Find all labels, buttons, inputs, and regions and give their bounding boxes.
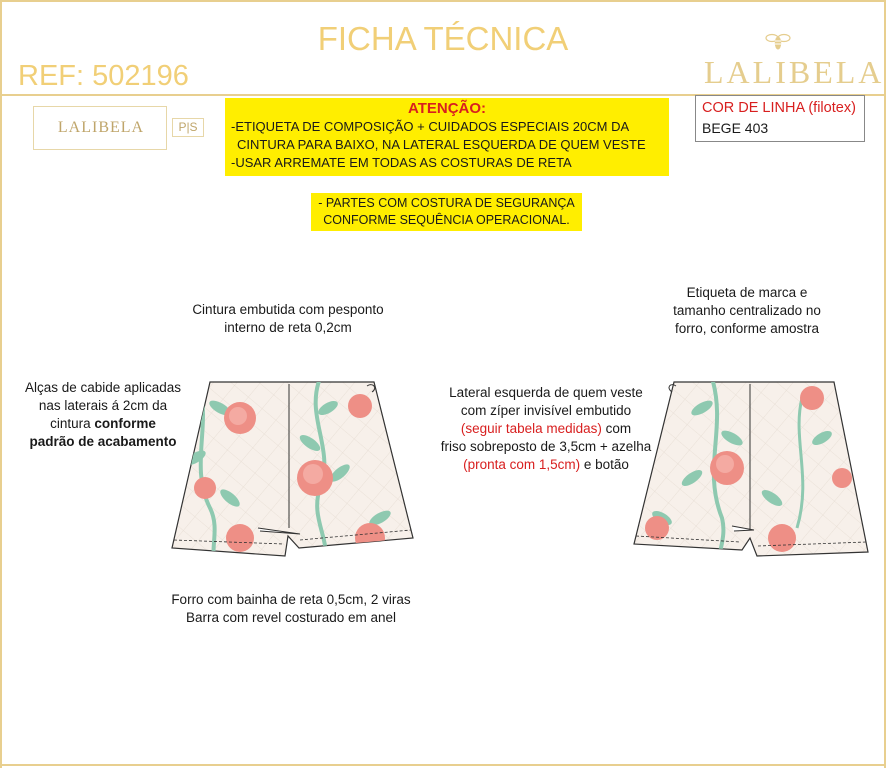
brand-label-tag — [33, 106, 167, 150]
bee-logo-icon — [765, 30, 791, 52]
hanger-note — [18, 379, 188, 451]
shorts-front-illustration — [170, 378, 420, 560]
attention-line-1: -ETIQUETA DE COMPOSIÇÃO + CUIDADOS ESPECIAIS 20CM DA — [231, 119, 630, 134]
reference-code: REF: 502196 — [18, 60, 189, 92]
zipper-note-line-5-red: (pronta com 1,5cm) — [463, 457, 581, 472]
size-tag: P|S — [172, 118, 204, 137]
zipper-note-line-3-red: (seguir tabela medidas) — [460, 421, 602, 436]
zipper-note-line-3-plain: com — [601, 421, 632, 436]
hanger-note-line-3-plain: cintura — [50, 416, 95, 431]
lining-note — [152, 591, 430, 627]
thread-color-value: BEGE 403 — [702, 120, 769, 136]
brand-tag-note-line-2: tamanho centralizado no — [673, 303, 821, 318]
attention-line-3: -USAR ARREMATE EM TODAS AS COSTURAS DE RETA — [231, 155, 572, 170]
label-tag-brand: LALIBELA — [57, 119, 145, 136]
page-title: FICHA TÉCNICA — [317, 20, 569, 57]
brand-tag-note-line-3: forro, conforme amostra — [674, 321, 820, 336]
lining-note-line-1: Forro com bainha de reta 0,5cm, 2 viras — [171, 592, 411, 607]
security-note-box — [311, 193, 582, 231]
zipper-note-line-2: com zíper invisível embutido — [460, 403, 632, 418]
hanger-note-line-3 — [18, 415, 188, 433]
thread-color-box — [695, 95, 865, 142]
waist-note-line-1: Cintura embutida com pesponto — [192, 302, 384, 317]
waist-note — [184, 301, 392, 337]
hanger-note-line-2: nas laterais á 2cm da — [38, 398, 168, 413]
lining-note-line-2: Barra com revel costurado em anel — [185, 610, 397, 625]
frame-top-border — [0, 0, 886, 2]
zipper-note-line-5 — [428, 456, 664, 474]
security-line-2: CONFORME SEQUÊNCIA OPERACIONAL. — [323, 213, 570, 227]
zipper-note-line-4: friso sobreposto de 3,5cm + azelha — [440, 439, 652, 454]
zipper-note-line-5-plain: e botão — [580, 457, 629, 472]
attention-title: ATENÇÃO: — [407, 100, 487, 117]
frame-left-border — [0, 0, 2, 768]
waist-note-line-2: interno de reta 0,2cm — [224, 320, 352, 335]
attention-box — [225, 98, 669, 176]
shorts-back-illustration — [632, 378, 874, 560]
hanger-note-line-3-bold: conforme — [94, 416, 156, 431]
brand-tag-note — [662, 284, 832, 338]
hanger-note-line-4: padrão de acabamento — [29, 434, 177, 449]
frame-bottom-border — [0, 764, 886, 766]
zipper-note — [428, 384, 664, 474]
zipper-note-line-1: Lateral esquerda de quem veste — [449, 385, 643, 400]
zipper-note-line-3 — [428, 420, 664, 438]
brand-tag-note-line-1: Etiqueta de marca e — [686, 285, 808, 300]
attention-line-2: CINTURA PARA BAIXO, NA LATERAL ESQUERDA DE QUEM VESTE — [237, 137, 646, 152]
security-line-1: - PARTES COM COSTURA DE SEGURANÇA — [318, 196, 575, 210]
brand-logo: LALIBELA — [704, 54, 885, 90]
hanger-note-line-1: Alças de cabide aplicadas — [24, 380, 182, 395]
thread-color-title: COR DE LINHA (filotex) — [702, 100, 856, 116]
